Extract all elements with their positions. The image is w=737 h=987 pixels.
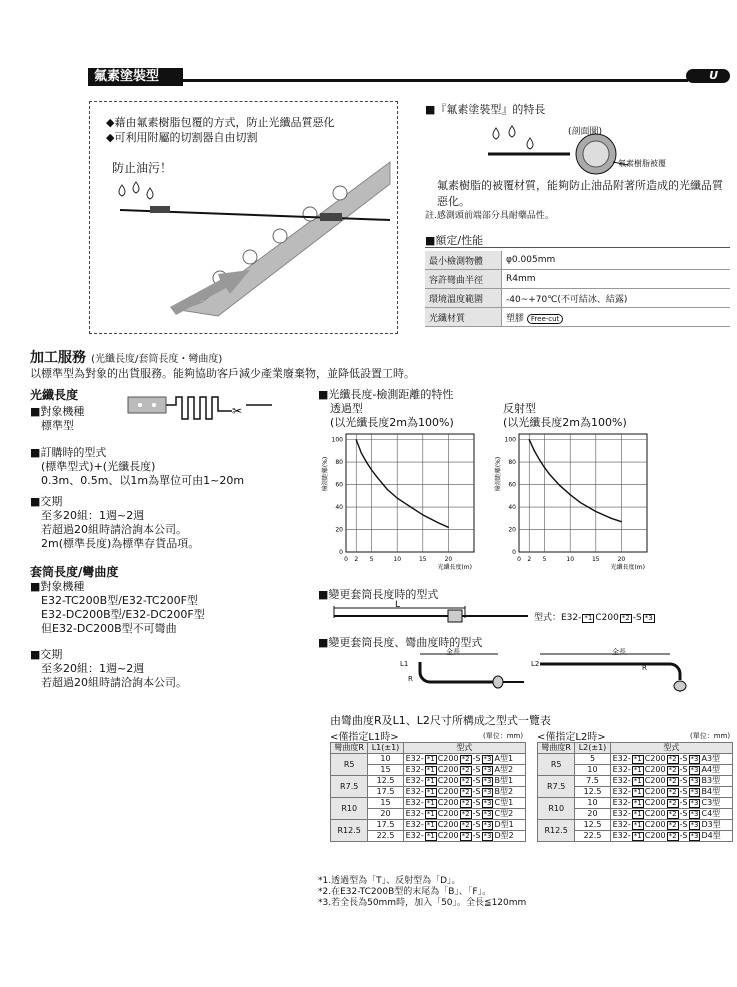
chart-2-subtitle: (以光纖長度2m為100%) xyxy=(503,416,627,429)
y-tick-label: 60 xyxy=(335,481,343,489)
x-axis-label: 光纖長度(m) xyxy=(610,564,645,571)
oil-drop-icon xyxy=(147,188,153,199)
y-tick-label: 0 xyxy=(339,549,343,556)
features-description: 氟素樹脂的被覆材質，能夠防止油品附著所造成的光纖品質惡化。 xyxy=(437,179,723,208)
plot-frame xyxy=(346,434,474,552)
ratings-heading: ■額定/性能 xyxy=(425,234,484,247)
table-row: 12.5 E32- *1 C200 *2 -S *3 B4型 xyxy=(538,787,733,798)
y-tick-label: 80 xyxy=(335,459,343,467)
table-row: R5 10 E32- *1 C200 *2 -S *3 A型1 xyxy=(331,754,526,765)
page-title: 氟素塗裝型 xyxy=(88,68,183,86)
ratings-row: 環境溫度範圍 -40~+70℃(不可結冰、結露) xyxy=(425,289,730,308)
table-row: R12.5 12.5 E32- *1 C200 *2 -S *3 D3型 xyxy=(538,820,733,831)
ratings-row: 容許彎曲半徑 R4mm xyxy=(425,270,730,289)
data-point xyxy=(438,522,439,523)
feature-bullet-2: ◆可利用附屬的切割器自由切割 xyxy=(106,131,258,144)
sleeve-target: ■對象機種 E32-TC200B型/E32-TC200F型 E32-DC200B型/E32-DC200F型 但E32-DC200B型不可彎曲 xyxy=(30,580,205,635)
data-point xyxy=(621,521,622,522)
data-point xyxy=(611,518,612,519)
x-axis-label: 光纖長度(m) xyxy=(437,564,472,571)
fiber-target: ■對象機種 標準型 xyxy=(30,405,85,432)
y-tick-label: 20 xyxy=(508,526,516,534)
data-point xyxy=(361,453,362,454)
features-note: 註.感測頭前端部分具耐藥品性。 xyxy=(425,211,554,221)
data-point xyxy=(356,439,357,440)
chart-reflection xyxy=(491,428,661,576)
sleeve-delivery: ■交期 至多20組：1週~2週 若超過20組時請洽詢本公司。 xyxy=(30,648,187,689)
bend-l1-label: L1 xyxy=(400,660,409,668)
table-row: 15 E32- *1 C200 *2 -S *3 A型2 xyxy=(331,765,526,776)
oil-drop-icon xyxy=(119,185,125,196)
features-heading: ■『氟素塗裝型』的特長 xyxy=(425,103,546,116)
fiber-order: ■訂購時的型式 (標準型式)+(光纖長度) 0.3m、0.5m、以1m為單位可由1~20m xyxy=(30,446,245,487)
x-tick-label: 10 xyxy=(393,556,402,563)
y-axis-label: 檢測距離(%) xyxy=(495,456,502,492)
data-point xyxy=(559,485,560,486)
table-row: R7.5 7.5 E32- *1 C200 *2 -S *3 B3型 xyxy=(538,776,733,787)
ratings-rule xyxy=(425,247,730,248)
resin-label: 氟素樹脂被覆 xyxy=(618,159,666,168)
x-tick-label: 10 xyxy=(566,556,575,563)
y-tick-label: 60 xyxy=(508,481,516,489)
y-axis-label: 檢測距離(%) xyxy=(322,456,329,492)
table-row: R12.5 17.5 E32- *1 C200 *2 -S *3 D型1 xyxy=(331,820,526,831)
table-row: 17.5 E32- *1 C200 *2 -S *3 B型2 xyxy=(331,787,526,798)
table-row: 20 E32- *1 C200 *2 -S *3 C型2 xyxy=(331,809,526,820)
y-tick-label: 40 xyxy=(508,504,516,512)
data-point xyxy=(371,469,372,470)
fiber-length-heading: 光纖長度 xyxy=(30,388,79,402)
x-tick-label: 0 xyxy=(344,556,348,563)
ratings-row: 光纖材質 塑膠 Free-cut xyxy=(425,308,730,327)
ratings-table xyxy=(425,251,730,327)
x-tick-label: 20 xyxy=(444,556,453,563)
sleeve-model: 型式：E32- *1 C200 *2 -S *3 xyxy=(534,613,653,623)
oil-drop-icon xyxy=(493,128,499,139)
oil-label: 防止油污！ xyxy=(112,161,173,175)
y-tick-label: 0 xyxy=(512,549,516,556)
bend-l2-label: L2 xyxy=(531,660,540,668)
chart-2-title: 反射型 xyxy=(503,402,536,415)
data-point xyxy=(544,467,545,468)
x-tick-label: 15 xyxy=(591,556,600,563)
data-point xyxy=(386,488,387,489)
bend-full-label-1: 全長 xyxy=(446,648,460,656)
section-badge: U xyxy=(686,69,730,83)
data-point xyxy=(529,439,530,440)
bend-change-heading: ■變更套筒長度、彎曲度時的型式 xyxy=(318,636,483,649)
sleeve-diagram xyxy=(330,600,530,630)
cross-section-illustration xyxy=(478,118,728,178)
table-row: R10 10 E32- *1 C200 *2 -S *3 C3型 xyxy=(538,798,733,809)
y-tick-label: 20 xyxy=(335,526,343,534)
x-tick-label: 2 xyxy=(354,556,359,563)
model-list-right-heading: <僅指定L2時> xyxy=(537,732,606,743)
y-tick-label: 100 xyxy=(504,436,516,444)
y-tick-label: 100 xyxy=(331,436,343,444)
series-line xyxy=(529,440,621,522)
model-list-left-heading: <僅指定L1時> xyxy=(330,732,399,743)
sleeve-l-label: L xyxy=(395,600,401,610)
x-tick-label: 5 xyxy=(542,556,547,563)
x-tick-label: 0 xyxy=(517,556,521,563)
model-table-left: 彎曲度R L1(±1) 型式 R5 10 E32- *1 C200 *2 -S *3 A型1 15 E32- *1 C200 *2 -S *3 A型2 R7.5 12.5 E32- *1 C200 *2 -S *3 B型1 17.5 E32- *1 C200 *2 -S *3 B型2 R10 15 E32- *1 C200 *2 -S *3 C型1 20 E32- *1 C200 *2 -S *3 C型2 R12.5 17.5 E32- *1 C200 *2 -S *3 D型1 22.5 E32- *1 C200 *2 -S *3 D型2 xyxy=(330,742,526,842)
x-tick-label: 2 xyxy=(527,556,532,563)
data-point xyxy=(534,450,535,451)
fiber-delivery: ■交期 至多20組：1週~2週 若超過20組時請洽詢本公司。 2m(標準長度)為標準存貨品項。 xyxy=(30,495,200,550)
data-point xyxy=(397,497,398,498)
chart-1-subtitle: (以光纖長度2m為100%) xyxy=(330,416,454,429)
series-line xyxy=(356,440,448,528)
oil-drop-icon xyxy=(527,138,533,149)
data-point xyxy=(376,476,377,477)
model-list-title: 由彎曲度R及L1、L2尺寸所構成之型式一覽表 xyxy=(330,714,551,727)
table-row: 22.5 E32- *1 C200 *2 -S *3 D型2 xyxy=(331,831,526,842)
bend-full-label-2: 全長 xyxy=(612,648,626,656)
table-row: R7.5 12.5 E32- *1 C200 *2 -S *3 B型1 xyxy=(331,776,526,787)
model-list-right-unit: (單位：mm) xyxy=(690,732,731,740)
cross-section-label: (剖面圖) xyxy=(568,127,603,137)
processing-heading: 加工服務 (光纖長度/套筒長度・彎曲度) xyxy=(30,350,223,366)
plot-frame xyxy=(519,434,647,552)
feature-bullet-1: ◆藉由氟素樹脂包覆的方式，防止光纖品質惡化 xyxy=(106,116,335,129)
sleeve-change-heading: ■變更套筒長度時的型式 xyxy=(318,588,439,601)
oil-drop-icon xyxy=(509,126,515,137)
fiber-coil-illustration xyxy=(126,393,276,429)
feature-box xyxy=(89,101,398,334)
x-tick-label: 5 xyxy=(369,556,374,563)
fiber-cutter-illustration xyxy=(90,102,397,333)
processing-intro: 以標準型為對象的出貨服務。能夠協助客戶減少產業廢棄物，並降低設置工時。 xyxy=(30,367,415,380)
data-point xyxy=(422,514,423,515)
data-point xyxy=(570,494,571,495)
footnotes: *1.透過型為「T」、反射型為「D」。 *2.在E32-TC200B型的末尾為「B」、「F」。 *3.若全長為50mm時，加入「50」。全長≦120mm xyxy=(318,876,527,908)
table-row: 20 E32- *1 C200 *2 -S *3 C4型 xyxy=(538,809,733,820)
sleeve-heading: 套筒長度/彎曲度 xyxy=(30,565,119,579)
bend-r-label-2: R xyxy=(642,664,647,672)
x-tick-label: 20 xyxy=(617,556,626,563)
chart-section-heading: ■光纖長度-檢測距離的特性 xyxy=(318,388,454,401)
scissors-icon: ✂ xyxy=(232,404,243,418)
chart-transmission xyxy=(318,428,488,576)
table-row: R10 15 E32- *1 C200 *2 -S *3 C型1 xyxy=(331,798,526,809)
data-point xyxy=(407,504,408,505)
ratings-row: 最小檢測物體 φ0.005mm xyxy=(425,251,730,270)
data-point xyxy=(595,511,596,512)
data-point xyxy=(366,461,367,462)
oil-drop-icon xyxy=(133,182,139,193)
model-list-left-unit: (單位：mm) xyxy=(483,732,524,740)
x-tick-label: 15 xyxy=(418,556,427,563)
data-point xyxy=(580,502,581,503)
data-point xyxy=(539,459,540,460)
free-cut-badge: Free-cut xyxy=(527,314,563,324)
bend-r-label-1: R xyxy=(408,675,413,683)
data-point xyxy=(448,527,449,528)
table-row: 10 E32- *1 C200 *2 -S *3 A4型 xyxy=(538,765,733,776)
table-row: 22.5 E32- *1 C200 *2 -S *3 D4型 xyxy=(538,831,733,842)
chart-1-title: 透過型 xyxy=(330,402,363,415)
y-tick-label: 80 xyxy=(508,459,516,467)
data-point xyxy=(549,474,550,475)
table-row: R5 5 E32- *1 C200 *2 -S *3 A3型 xyxy=(538,754,733,765)
y-tick-label: 40 xyxy=(335,504,343,512)
model-table-right: 彎曲度R L2(±1) 型式 R5 5 E32- *1 C200 *2 -S *3 A3型 10 E32- *1 C200 *2 -S *3 A4型 R7.5 7.5 E32- *1 C200 *2 -S *3 B3型 12.5 E32- *1 C200 *2 -S *3 B4型 R10 10 E32- *1 C200 *2 -S *3 C3型 20 E32- *1 C200 *2 -S *3 C4型 R12.5 12.5 E32- *1 C200 *2 -S *3 D3型 22.5 E32- *1 C200 *2 -S *3 D4型 xyxy=(537,742,733,842)
